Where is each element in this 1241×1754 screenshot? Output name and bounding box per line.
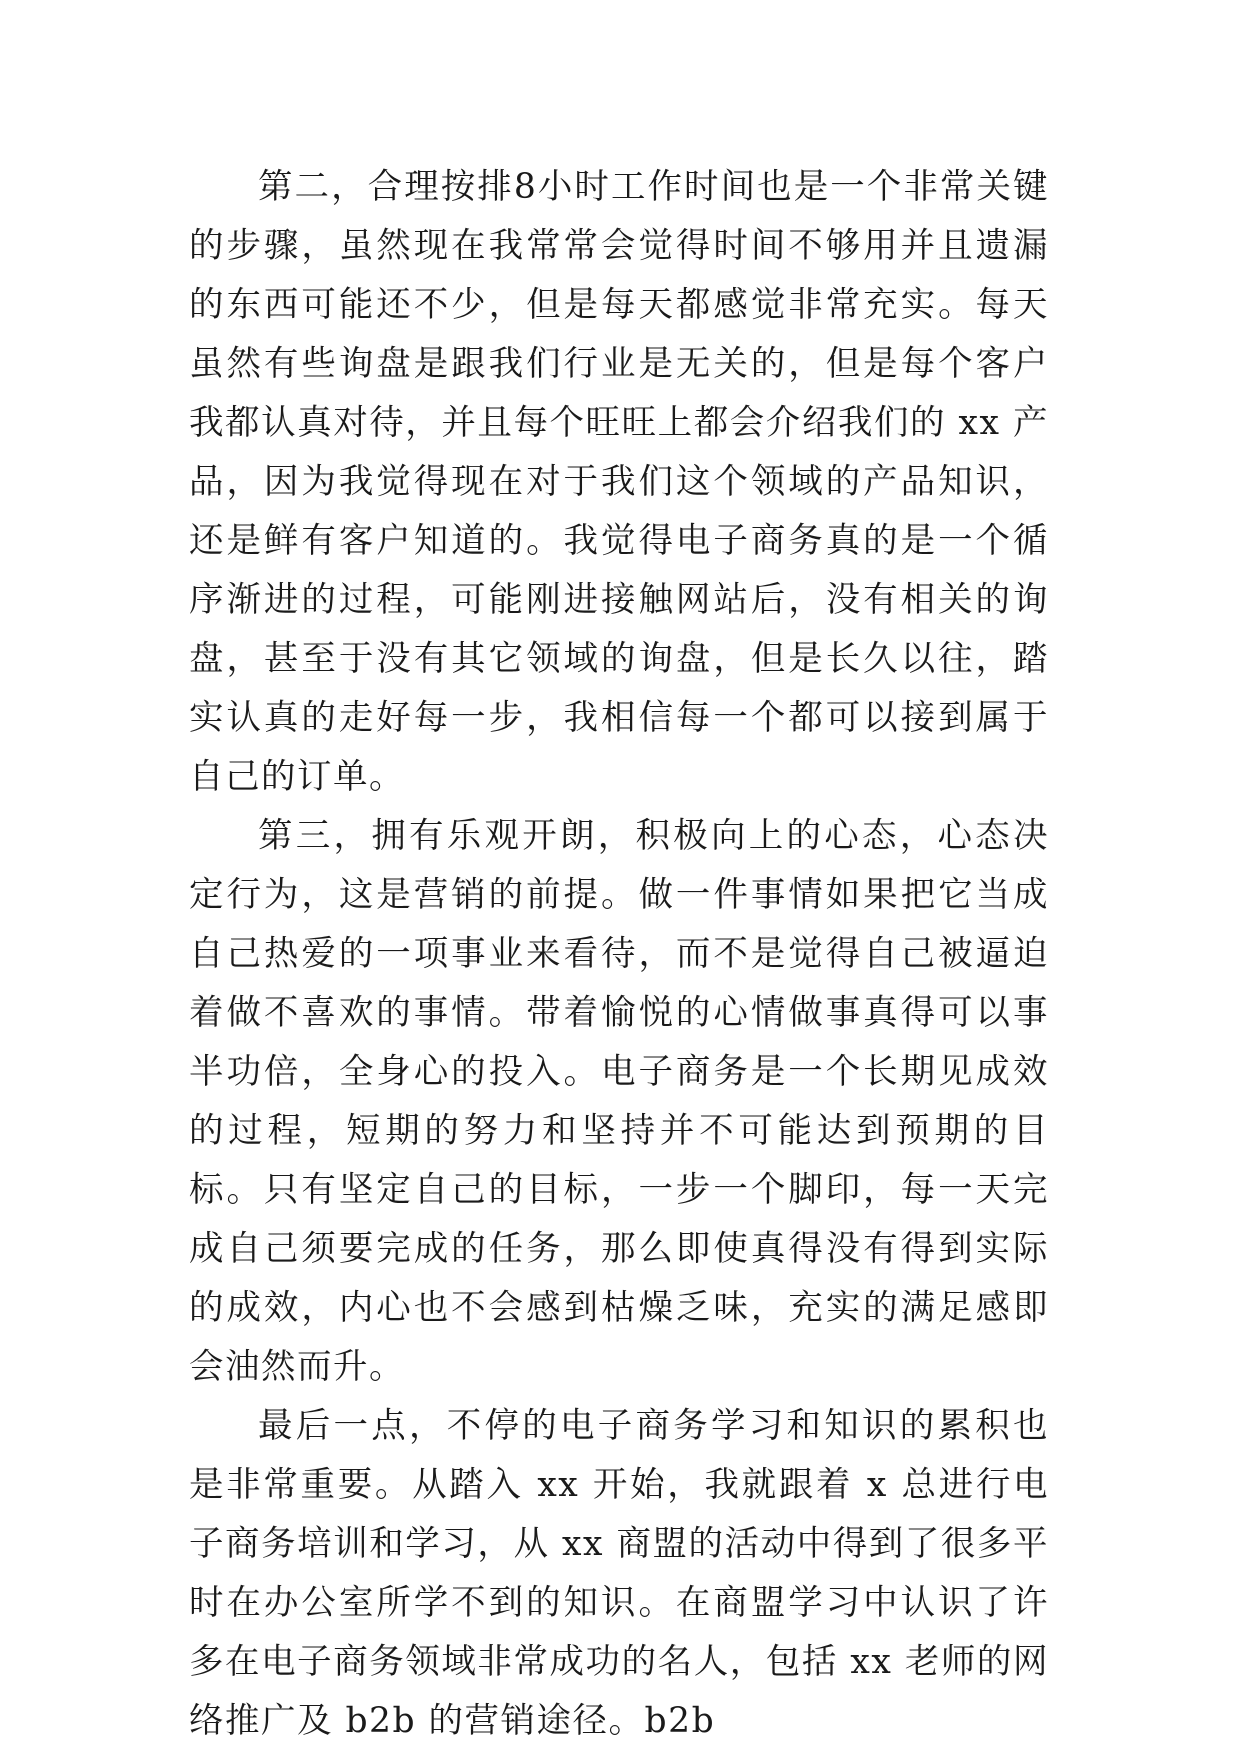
paragraph-second-point: 第二，合理按排8小时工作时间也是一个非常关键的步骤，虽然现在我常常会觉得时间不够用并且遗漏的东西可能还不少，但是每天都感觉非常充实。每天虽然有些询盘是跟我们行业是无关的，但是每个客户我都认真对待，并且每个旺旺上都会介绍我们的 xx 产品，因为我觉得现在对于我们这个领域的产品知识，还是鲜有客户知道的。我觉得电子商务真的是一个循序渐进的过程，可能刚进接触网站后，没有相关的询盘，甚至于没有其它领域的询盘，但是长久以往，踏实认真的走好每一步，我相信每一个都可以接到属于自己的订单。: [189, 167, 1049, 797]
paragraph-third-point: 第三，拥有乐观开朗，积极向上的心态，心态决定行为，这是营销的前提。做一件事情如果把它当成自己热爱的一项事业来看待，而不是觉得自己被逼迫着做不喜欢的事情。带着愉悦的心情做事真得可以事半功倍，全身心的投入。电子商务是一个长期见成效的过程，短期的努力和坚持并不可能达到预期的目标。只有坚定自己的目标，一步一个脚印，每一天完成自己须要完成的任务，那么即使真得没有得到实际的成效，内心也不会感到枯燥乏味，充实的满足感即会油然而升。: [189, 816, 1049, 1387]
document-body: [189, 158, 1049, 1751]
paragraph-last-point: 最后一点，不停的电子商务学习和知识的累积也是非常重要。从踏入 xx 开始，我就跟着 x 总进行电子商务培训和学习，从 xx 商盟的活动中得到了很多平时在办公室所学不到的知识。在商盟学习中认识了许多在电子商务领域非常成功的名人，包括 xx 老师的网络推广及 b2b 的营销途径。b2b: [189, 1406, 1049, 1741]
